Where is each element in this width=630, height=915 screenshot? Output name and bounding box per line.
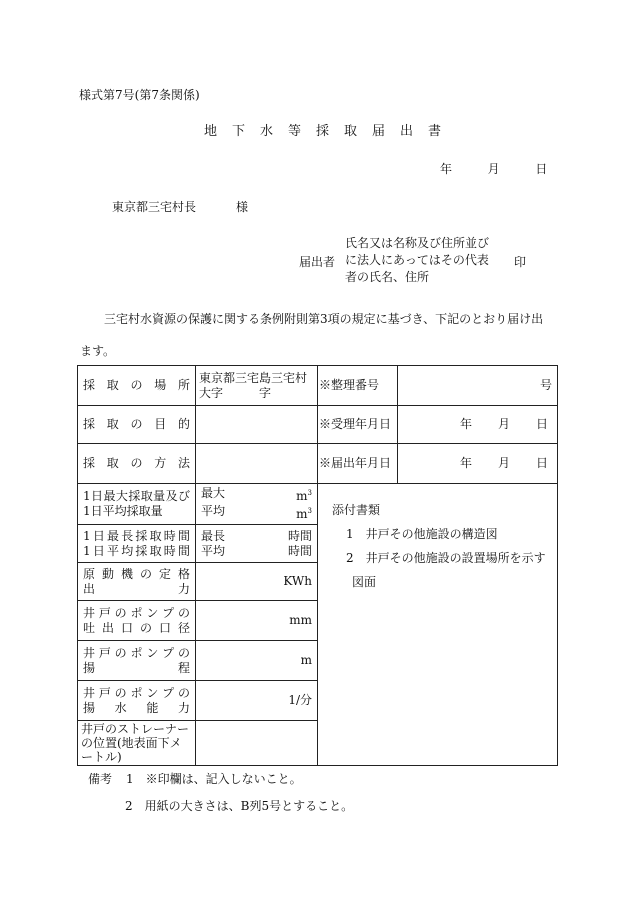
pump-outlet-label: 井戸のポンプの 吐出口の口径 xyxy=(78,601,196,641)
document-title: 地下水等採取届出書 xyxy=(203,124,456,139)
applicant-label: 届出者 xyxy=(299,255,336,269)
addressee-honorific: 様 xyxy=(236,200,249,214)
pump-lift-label: 井戸のポンプの 揚 程 xyxy=(78,641,196,681)
pump-capacity-field[interactable]: 1/分 xyxy=(196,681,318,721)
date-line xyxy=(440,160,547,177)
attachment-2-cont: 図面 xyxy=(352,575,377,589)
date-day: 日 xyxy=(535,162,548,176)
method-field[interactable] xyxy=(196,444,318,484)
applicant-fields xyxy=(345,235,535,286)
attachments-title: 添付書類 xyxy=(332,503,381,517)
received-date-label: ※受理年月日 xyxy=(318,406,398,444)
statement-paragraph: 三宅村水資源の保護に関する条例附則第3項の規定に基づき、下記のとおり届け出ます。 xyxy=(80,312,544,358)
purpose-field[interactable] xyxy=(196,406,318,444)
motor-rating-field[interactable]: KWh xyxy=(196,563,318,601)
form-number: 様式第7号(第7条関係) xyxy=(79,88,200,102)
received-date-field[interactable]: 年 月 日 xyxy=(398,406,558,444)
filed-date-label: ※届出年月日 xyxy=(318,444,398,484)
location-label: 採取の場所 xyxy=(78,366,196,406)
note-2: 2 用紙の大きさは、B列5号とすること。 xyxy=(125,799,354,813)
addressee xyxy=(112,198,248,215)
applicant-line-2: に法人にあってはその代表 xyxy=(345,253,489,267)
motor-rating-label: 原動機の定格 出 力 xyxy=(78,563,196,601)
pump-lift-field[interactable]: m xyxy=(196,641,318,681)
attachment-2: 2 井戸その他施設の設置場所を示す xyxy=(346,551,546,565)
max-intake-label: 1日最大採取量及び 1日平均採取量 xyxy=(78,484,196,525)
max-time-label: 1日最長採取時間 1日平均採取時間 xyxy=(78,525,196,563)
pump-outlet-field[interactable]: mm xyxy=(196,601,318,641)
pump-capacity-label: 井戸のポンプの 揚水能力 xyxy=(78,681,196,721)
date-month: 月 xyxy=(487,162,500,176)
applicant-line-1: 氏名又は名称及び住所並び xyxy=(345,236,490,250)
strainer-label: 井戸のストレーナーの位置(地表面下メートル) xyxy=(78,721,196,766)
attachment-1: 1 井戸その他施設の構造図 xyxy=(346,527,498,541)
method-label: 採取の方法 xyxy=(78,444,196,484)
max-time-field[interactable]: 最長 時間 平均 時間 xyxy=(196,525,318,563)
max-intake-field[interactable]: 最大 $m^3$ 平均 $m^3$ xyxy=(196,484,318,525)
date-year: 年 xyxy=(440,162,453,176)
reg-no-label: ※整理番号 xyxy=(318,366,398,406)
strainer-field[interactable] xyxy=(196,721,318,766)
filed-date-field[interactable]: 年 月 日 xyxy=(398,444,558,484)
note-1: 備考 1 ※印欄は、記入しないこと。 xyxy=(88,772,302,786)
applicant-line-3: 者の氏名、住所 xyxy=(345,270,430,284)
reg-no-field[interactable]: 号 xyxy=(398,366,558,406)
notes-heading: 備考 xyxy=(88,772,113,786)
location-value[interactable]: 東京都三宅島三宅村 大字 字 xyxy=(196,366,318,406)
application-table xyxy=(77,365,558,766)
addressee-name: 東京都三宅村長 xyxy=(112,200,197,214)
seal-mark: 印 xyxy=(514,255,527,269)
purpose-label: 採取の目的 xyxy=(78,406,196,444)
attachments-cell xyxy=(318,484,558,766)
